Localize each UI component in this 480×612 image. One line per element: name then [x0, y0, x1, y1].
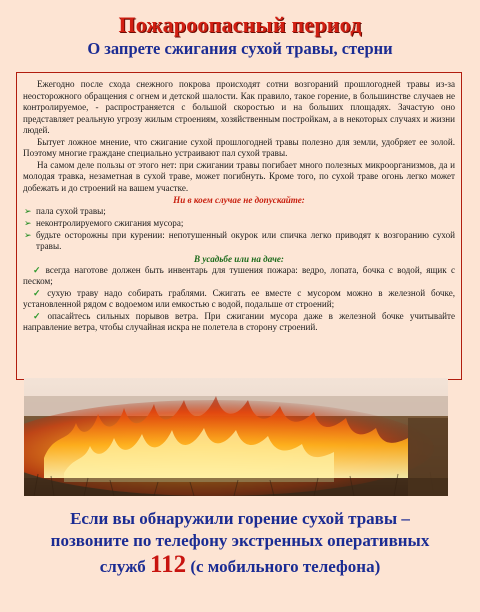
- list-item-text: сухую траву надо собирать граблями. Сжигать ее вместе с мусором можно в железной бочке, установленной рядом с водоемом или емкостью с водой, подальше от строений;: [23, 287, 455, 310]
- checkmark-icon: ✓: [33, 287, 45, 298]
- prohibited-list: [23, 206, 455, 252]
- list-item-text: неконтролируемого сжигания мусора;: [36, 218, 184, 229]
- list-item: [23, 218, 455, 230]
- checkmark-icon: ✓: [33, 264, 43, 275]
- list-item: [23, 311, 455, 334]
- arrow-bullet-icon: ➢: [24, 229, 32, 240]
- prohibited-heading: Ни в коем случае не допускайте:: [173, 195, 305, 206]
- list-item-text: всегда наготове должен быть инвентарь для тушения пожара: ведро, лопата, бочка с водой, ящик с песком;: [23, 264, 456, 287]
- list-item-text: опасайтесь сильных порывов ветра. При сжигании мусора даже в железной бочке учитывайте направление ветра, чтобы случайная искра не полетела в сторону строений.: [23, 310, 455, 333]
- estate-heading: В усадьбе или на даче:: [194, 253, 284, 264]
- grass-fire-image: [24, 378, 448, 496]
- arrow-bullet-icon: ➢: [24, 218, 32, 229]
- list-item-text: пала сухой травы;: [36, 206, 106, 217]
- paragraph: На самом деле пользы от этого нет: при сжигании травы погибает много полезных микроорганизмов, да и молодая травка, незаметная в сухой траве, может погибнуть. Кроме того, по сухой траве огонь легко может добежать и до строений на вашем участке.: [23, 159, 455, 193]
- arrow-bullet-icon: ➢: [24, 206, 32, 217]
- list-item: [23, 288, 455, 311]
- page-subtitle: О запрете сжигания сухой травы, стерни: [87, 39, 393, 58]
- estate-list: [23, 265, 455, 334]
- checkmark-icon: ✓: [33, 310, 45, 321]
- paragraph: Бытует ложное мнение, что сжигание сухой прошлогодней травы полезно для земли, удобряет ее золой. Поэтому многие граждане специально устраивают пал сухой травы.: [23, 136, 455, 159]
- callout-text: (с мобильного телефона): [190, 557, 381, 576]
- paragraph: Ежегодно после схода снежного покрова происходят сотни возгораний прошлогодней травы из-за неосторожного обращения с огнем и детской шалости. Как правило, такое горение, в большинстве случаев не контролируемое, - распространяется с большой скоростью и на больших площадях. Зачастую оно представляет реальную угрозу жилым строениям, хозяйственным постройкам, а в некоторых случаях и жизни людей.: [23, 79, 455, 136]
- page-title: Пожароопасный период: [118, 12, 362, 37]
- callout-line: позвоните по телефону экстренных оперативных: [50, 531, 430, 550]
- emergency-callout: [0, 508, 480, 578]
- list-item: [23, 206, 455, 218]
- callout-line: [99, 551, 381, 578]
- emergency-number: 112: [149, 551, 187, 578]
- info-text-box: [16, 72, 462, 380]
- callout-text: служб: [99, 557, 146, 576]
- list-item-text: будьте осторожны при курении: непотушенный окурок или спичка легко приводят к возгоранию сухой травы.: [36, 229, 455, 252]
- list-item: [23, 265, 455, 288]
- grass-fire-photo: [24, 378, 448, 496]
- callout-line: Если вы обнаружили горение сухой травы –: [70, 509, 410, 528]
- list-item: [23, 230, 455, 253]
